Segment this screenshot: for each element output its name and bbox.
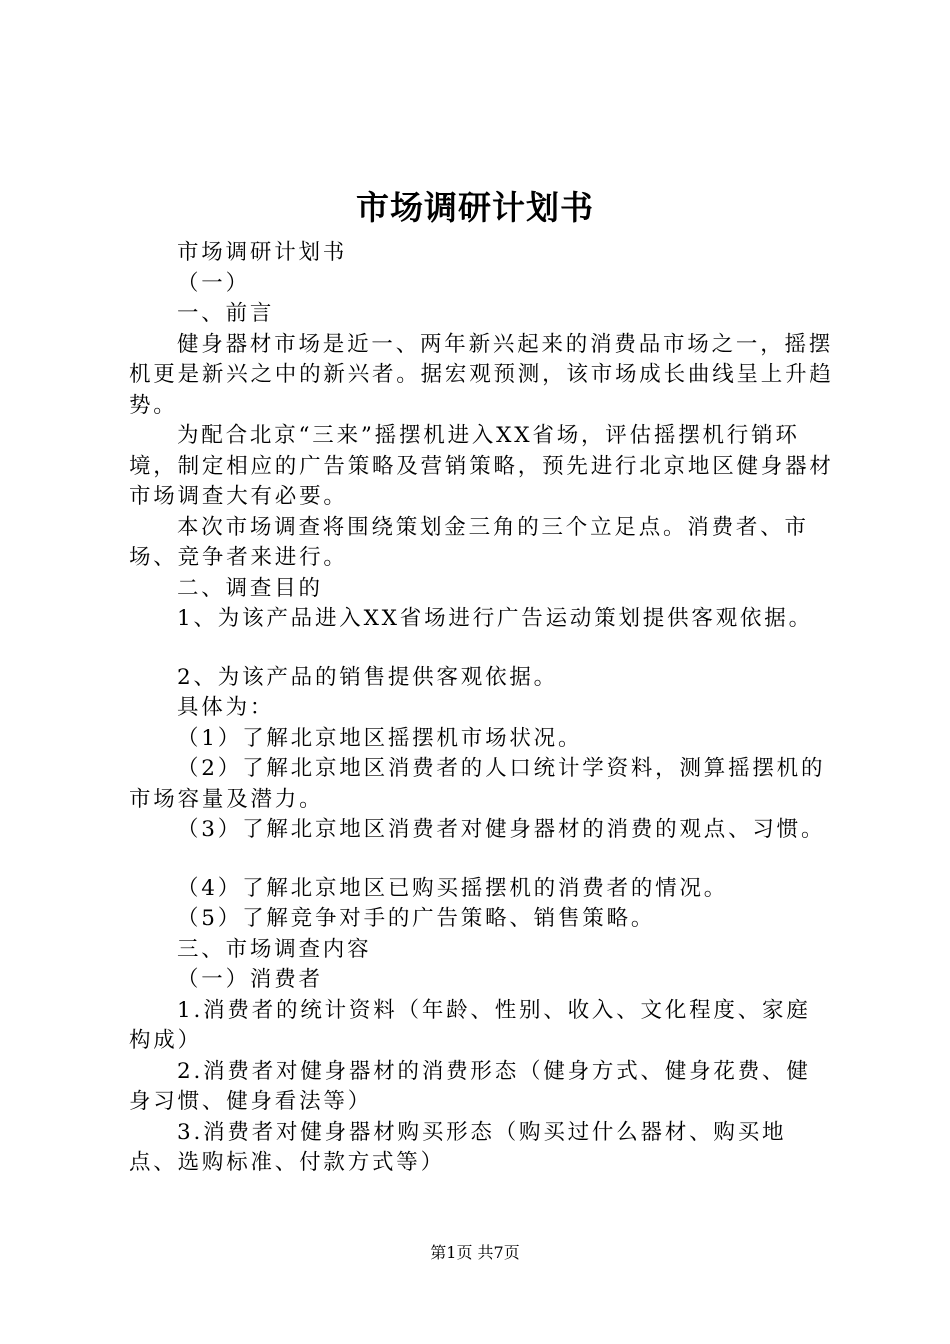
page-footer: 第1页 共7页 [430, 1243, 520, 1262]
list-item-detail-3: （3）了解北京地区消费者对健身器材的消费的观点、习惯。 [177, 817, 826, 842]
document-body [129, 238, 834, 1179]
heading-survey-goals: 二、调查目的 [177, 575, 323, 601]
paragraph-part-one: （一） [177, 270, 250, 296]
list-item-consumer-2: 2.消费者对健身器材的消费形态（健身方式、健身花费、健身习惯、健身看法等） [129, 1058, 811, 1114]
list-item-detail-5: （5）了解竞争对手的广告策略、销售策略。 [177, 906, 656, 931]
document-title: 市场调研计划书 [356, 188, 594, 227]
list-item-detail-2: （2）了解北京地区消费者的人口统计学资料，测算摇摆机的市场容量及潜力。 [129, 756, 826, 812]
list-item-detail-4: （4）了解北京地区已购买摇摆机的消费者的情况。 [177, 875, 729, 901]
list-item-goal-1: 1、为该产品进入XX省场进行广告运动策划提供客观依据。 [177, 606, 813, 631]
heading-preface: 一、前言 [177, 301, 275, 326]
heading-survey-content: 三、市场调查内容 [177, 936, 372, 962]
paragraph-details-intro: 具体为： [177, 695, 275, 720]
paragraph-subtitle: 市场调研计划书 [177, 240, 348, 265]
list-item-consumer-1: 1.消费者的统计资料（年龄、性别、收入、文化程度、家庭构成） [129, 997, 811, 1053]
paragraph-survey-scope: 本次市场调查将围绕策划金三角的三个立足点。消费者、市场、竞争者来进行。 [129, 514, 809, 570]
paragraph-purpose-context: 为配合北京“三来”摇摆机进入XX省场，评估摇摆机行销环境，制定相应的广告策略及营销策略，预先进行北京地区健身器材市场调查大有必要。 [129, 423, 834, 509]
heading-consumers: （一）消费者 [177, 967, 323, 992]
list-item-detail-1: （1）了解北京地区摇摆机市场状况。 [177, 725, 583, 751]
paragraph-market-intro: 健身器材市场是近一、两年新兴起来的消费品市场之一，摇摆机更是新兴之中的新兴者。据宏观预测，该市场成长曲线呈上升趋势。 [129, 331, 834, 418]
list-item-goal-2: 2、为该产品的销售提供客观依据。 [177, 664, 558, 690]
list-item-consumer-3: 3.消费者对健身器材购买形态（购买过什么器材、购买地点、选购标准、付款方式等） [129, 1119, 787, 1175]
